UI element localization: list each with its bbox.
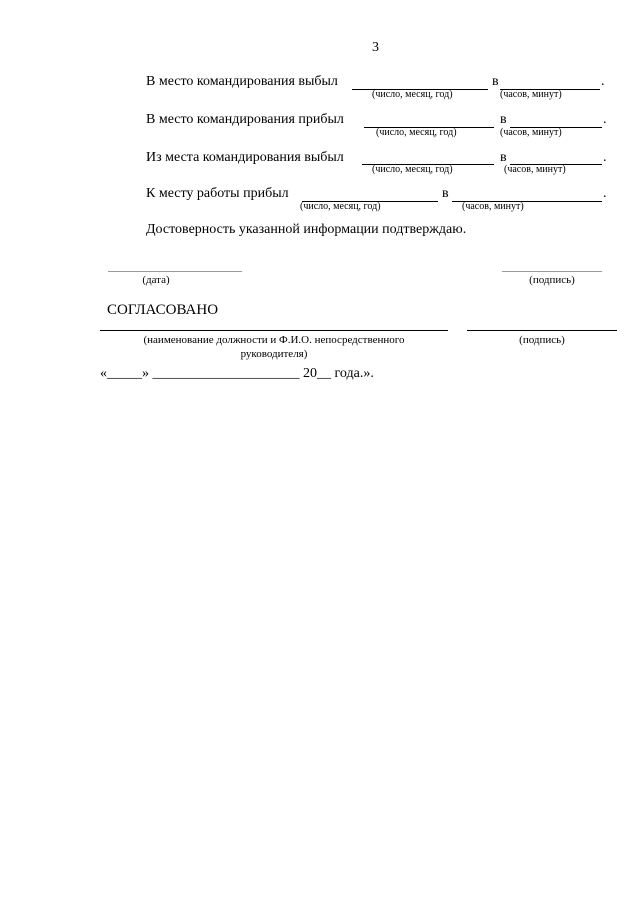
end-period: . bbox=[603, 150, 607, 165]
end-period: . bbox=[603, 112, 607, 127]
row-label-arrived-at-workplace: К месту работы прибыл bbox=[146, 186, 289, 201]
date-caption: (число, месяц, год) bbox=[300, 201, 381, 212]
date-caption: (число, месяц, год) bbox=[372, 164, 453, 175]
row-label-arrived-at-destination: В место командирования прибыл bbox=[146, 112, 344, 127]
manager-signature-line[interactable] bbox=[467, 330, 617, 331]
signature-line[interactable] bbox=[502, 271, 602, 272]
manager-signature-caption: (подпись) bbox=[519, 334, 565, 346]
end-period: . bbox=[601, 74, 605, 89]
conj-text: в bbox=[500, 112, 507, 127]
date-caption: (число, месяц, год) bbox=[376, 127, 457, 138]
page-number: 3 bbox=[372, 40, 379, 55]
approval-heading: СОГЛАСОВАНО bbox=[107, 302, 219, 318]
time-caption: (часов, минут) bbox=[500, 89, 562, 100]
date-signature-line[interactable] bbox=[108, 271, 242, 272]
time-caption: (часов, минут) bbox=[504, 164, 566, 175]
manager-position-caption-2: руководителя) bbox=[240, 348, 308, 360]
row-label-departed-to-destination: В место командирования выбыл bbox=[146, 74, 338, 89]
conj-text: в bbox=[500, 150, 507, 165]
approval-date-line: «_____» _____________________ 20__ года.». bbox=[100, 366, 374, 381]
manager-position-caption-1: (наименование должности и Ф.И.О. непосредственного bbox=[143, 334, 405, 346]
signature-caption: (подпись) bbox=[529, 274, 575, 286]
end-period: . bbox=[603, 186, 607, 201]
confirmation-text: Достоверность указанной информации подтверждаю. bbox=[146, 222, 467, 237]
time-caption: (часов, минут) bbox=[500, 127, 562, 138]
date-caption: (число, месяц, год) bbox=[372, 89, 453, 100]
time-caption: (часов, минут) bbox=[462, 201, 524, 212]
manager-position-line[interactable] bbox=[100, 330, 448, 331]
conj-text: в bbox=[492, 74, 499, 89]
date-caption: (дата) bbox=[142, 274, 170, 286]
row-label-departed-from-destination: Из места командирования выбыл bbox=[146, 150, 344, 165]
conj-text: в bbox=[442, 186, 449, 201]
